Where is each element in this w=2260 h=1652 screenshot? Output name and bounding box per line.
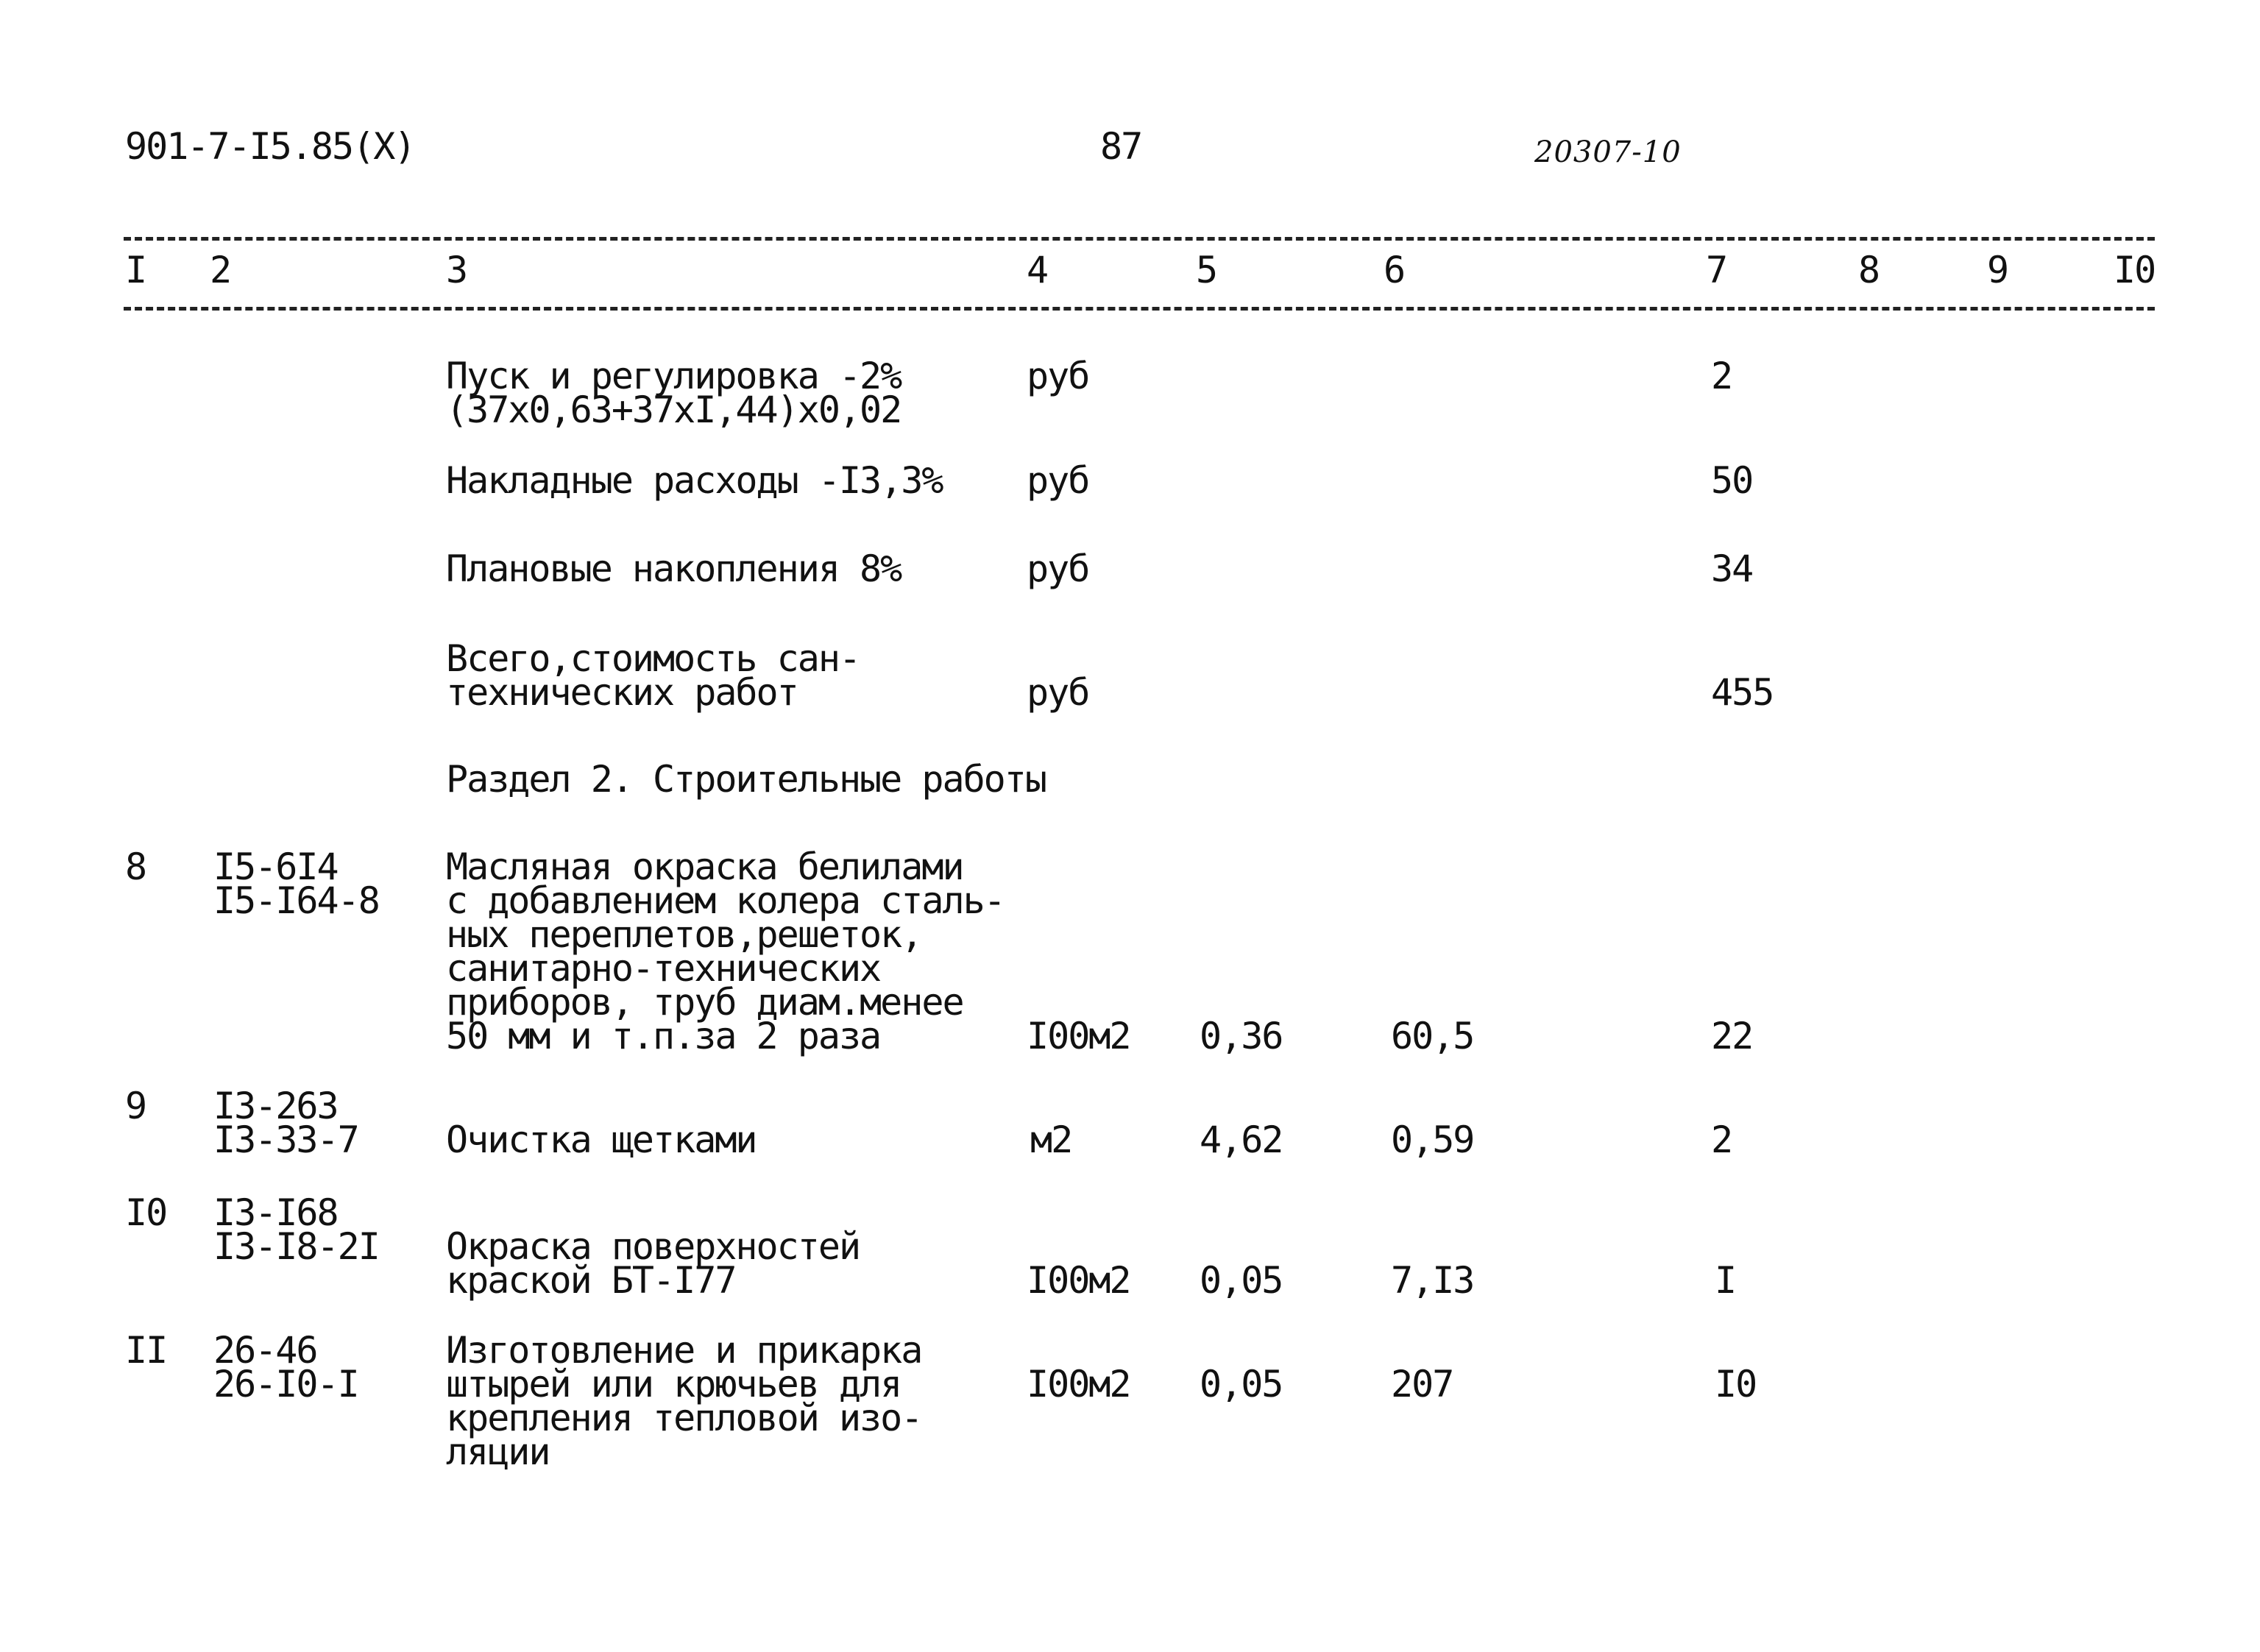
column-header-4: 4: [1027, 249, 1048, 291]
table-row-code: I5-I64-8: [213, 879, 379, 922]
table-row-desc-line: краской БТ-I77: [446, 1259, 736, 1302]
table-row-total: 455: [1711, 671, 1774, 714]
header-rule-top: [124, 237, 2155, 241]
table-row-total: 2: [1711, 355, 1732, 397]
column-header-2: 2: [210, 249, 231, 291]
column-header-10: I0: [2114, 249, 2155, 291]
table-row-unit: руб: [1027, 547, 1089, 590]
table-row-qty: 0,05: [1200, 1259, 1283, 1302]
table-row-desc-line: Пуск и регулировка -2%: [446, 355, 901, 397]
table-row-qty: 0,36: [1200, 1015, 1283, 1057]
table-row-price: 7,I3: [1391, 1259, 1474, 1302]
table-row-price: 207: [1391, 1363, 1453, 1405]
table-row-code: 26-46: [213, 1329, 317, 1372]
table-row-desc-line: (37x0,63+37xI,44)x0,02: [446, 389, 901, 431]
column-header-3: 3: [446, 249, 467, 291]
table-row-code: I3-I8-2I: [213, 1225, 379, 1268]
table-row-unit: I00м2: [1027, 1015, 1130, 1057]
table-row-number: 8: [125, 846, 146, 888]
column-header-5: 5: [1196, 249, 1217, 291]
table-row-total: 2: [1711, 1119, 1732, 1161]
table-row-number: II: [125, 1329, 167, 1372]
table-row-desc-line: приборов, труб диам.менее: [446, 981, 963, 1024]
table-row-desc-line: Очистка щетками: [446, 1119, 757, 1161]
handwritten-reference: 20307-10: [1534, 135, 1682, 169]
table-row-desc-line: 50 мм и т.п.за 2 раза: [446, 1015, 881, 1057]
column-header-1: I: [125, 249, 146, 291]
header-rule-bottom: [124, 307, 2155, 311]
table-row-code: 26-I0-I: [213, 1363, 358, 1405]
table-row-desc-line: технических работ: [446, 671, 798, 714]
table-row-desc-line: ных переплетов,решеток,: [446, 913, 922, 956]
table-row-desc-line: Плановые накопления 8%: [446, 547, 901, 590]
table-row-desc-line: Масляная окраска белилами: [446, 846, 963, 888]
table-row-desc-line: штырей или крючьев для: [446, 1363, 901, 1405]
table-row-desc-line: с добавлением колера сталь-: [446, 879, 1005, 922]
table-row-code: I3-33-7: [213, 1119, 358, 1161]
table-row-code: I3-263: [213, 1085, 338, 1127]
page-number: 87: [1100, 125, 1142, 168]
table-row-desc-line: Всего,стоимость сан-: [446, 637, 860, 680]
table-row-price: 60,5: [1391, 1015, 1474, 1057]
table-row-total: 34: [1711, 547, 1753, 590]
table-row-desc-line: Накладные расходы -I3,3%: [446, 459, 943, 502]
table-row-total: 50: [1711, 459, 1753, 502]
table-row-unit: м2: [1030, 1119, 1072, 1161]
table-row-qty: 4,62: [1200, 1119, 1283, 1161]
column-header-9: 9: [1987, 249, 2008, 291]
table-row-number: I0: [125, 1191, 167, 1234]
column-header-7: 7: [1706, 249, 1727, 291]
table-row-price: 0,59: [1391, 1119, 1474, 1161]
column-header-8: 8: [1858, 249, 1880, 291]
section-heading: Раздел 2. Строительные работы: [446, 758, 1046, 801]
table-row-unit: I00м2: [1027, 1259, 1130, 1302]
table-row-total: 22: [1711, 1015, 1753, 1057]
table-row-desc-line: Окраска поверхностей: [446, 1225, 860, 1268]
table-row-number: 9: [125, 1085, 146, 1127]
table-row-desc-line: ляции: [446, 1431, 550, 1473]
table-row-desc-line: крепления тепловой изо-: [446, 1397, 922, 1439]
table-row-unit: руб: [1027, 355, 1089, 397]
table-row-unit: I00м2: [1027, 1363, 1130, 1405]
table-row-total: I0: [1715, 1363, 1757, 1405]
table-row-desc-line: Изготовление и прикарка: [446, 1329, 922, 1372]
table-row-code: I5-6I4: [213, 846, 338, 888]
table-row-desc-line: санитарно-технических: [446, 947, 881, 990]
column-header-6: 6: [1384, 249, 1405, 291]
table-row-code: I3-I68: [213, 1191, 338, 1234]
doc-code: 901-7-I5.85(X): [125, 125, 415, 168]
table-row-total: I: [1715, 1259, 1736, 1302]
table-row-unit: руб: [1027, 671, 1089, 714]
table-row-qty: 0,05: [1200, 1363, 1283, 1405]
table-row-unit: руб: [1027, 459, 1089, 502]
